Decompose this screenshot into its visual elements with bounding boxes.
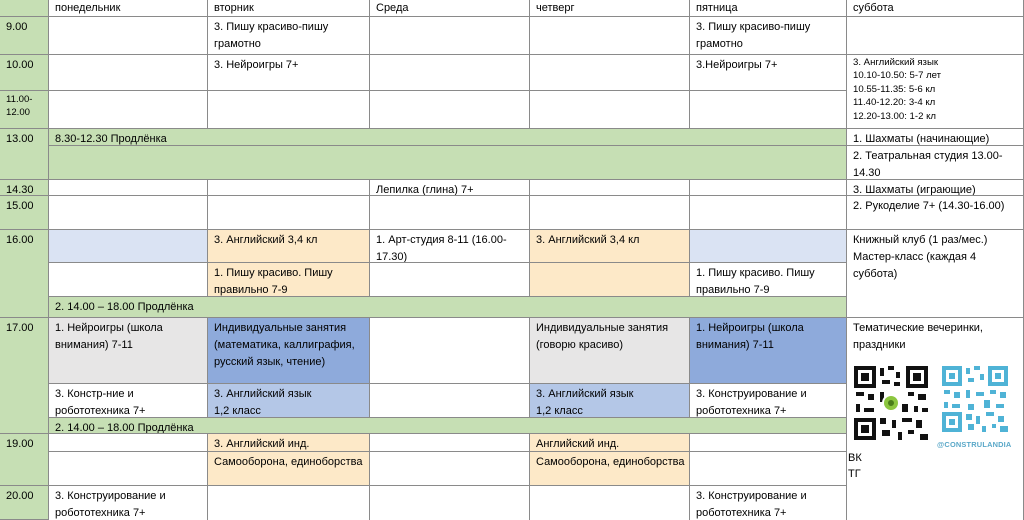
mon-1100 (49, 91, 208, 129)
mon-1000 (49, 55, 208, 91)
sat-0900 (847, 17, 1024, 55)
fri-2000-construct: 3. Конструирование и робототехника 7+ (690, 486, 847, 520)
social-links (848, 450, 862, 482)
sat-theatre: 2. Театральная студия 13.00-14.30 (847, 146, 1024, 180)
vk-link[interactable]: ВК (848, 452, 862, 464)
fri-1600-write: 1. Пишу красиво. Пишу правильно 7-9 (690, 263, 847, 297)
wed-0900 (370, 17, 530, 55)
mon-1600-a (49, 230, 208, 263)
thu-0900 (530, 17, 690, 55)
mon-1600-b (49, 263, 208, 297)
fri-1100 (690, 91, 847, 129)
wed-1900-a (370, 434, 530, 452)
qr-code-vk[interactable] (852, 364, 930, 442)
thu-1600-b (530, 263, 690, 297)
tue-2000 (208, 486, 370, 520)
thu-1000 (530, 55, 690, 91)
sat-evenings: Тематические вечеринки, праздники (847, 318, 1024, 520)
sat-bookclub: Книжный клуб (1 раз/мес.) Мастер-класс (каждая 4 суббота) (847, 230, 1024, 318)
mon-1700-neuro: 1. Нейроигры (школа внимания) 7-11 (49, 318, 208, 384)
fri-1500 (690, 196, 847, 230)
thu-1500 (530, 196, 690, 230)
time-1300: 13.00 (0, 129, 49, 180)
thu-1900-english: Английский инд. (530, 434, 690, 452)
sat-chess-playing: 3. Шахматы (играющие) (847, 180, 1024, 196)
thu-1430 (530, 180, 690, 196)
mon-0900 (49, 17, 208, 55)
time-2000: 20.00 (0, 486, 49, 520)
qr-caption: @CONSTRULANDIA (937, 440, 1012, 449)
wed-1700-b (370, 384, 530, 418)
fri-1900-b (690, 452, 847, 486)
thu-1600-english: 3. Английский 3,4 кл (530, 230, 690, 263)
header-tuesday: вторник (208, 0, 370, 17)
qr-code-tg[interactable] (940, 364, 1010, 434)
tg-link[interactable]: ТГ (848, 468, 861, 480)
wed-1600-art: 1. Арт-студия 8-11 (16.00-17.30) (370, 230, 530, 263)
prodlenka-row-1: 8.30-12.30 Продлёнка (49, 129, 847, 146)
sat-english: 3. Английский язык 10.10-10.50: 5-7 лет 10.55-11.35: 5-6 кл 11.40-12.20: 3-4 кл 12.20-13.00: 1-2 кл (847, 55, 1024, 129)
mon-1900-b (49, 452, 208, 486)
mon-2000-construct: 3. Конструирование и робототехника 7+ (49, 486, 208, 520)
time-1900: 19.00 (0, 434, 49, 486)
mon-1900-a (49, 434, 208, 452)
tue-1430 (208, 180, 370, 196)
thu-1700-english: 3. Английский язык 1,2 класс (530, 384, 690, 418)
tue-1700-english: 3. Английский язык 1,2 класс (208, 384, 370, 418)
header-thursday: четверг (530, 0, 690, 17)
tue-1600-write: 1. Пишу красиво. Пишу правильно 7-9 (208, 263, 370, 297)
wed-1000 (370, 55, 530, 91)
header-saturday: суббота (847, 0, 1024, 17)
wed-1500 (370, 196, 530, 230)
time-1500: 15.00 (0, 196, 49, 230)
thu-1700-individual: Индивидуальные занятия (говорю красиво) (530, 318, 690, 384)
wed-1100 (370, 91, 530, 129)
wed-2000 (370, 486, 530, 520)
time-1700: 17.00 (0, 318, 49, 434)
mon-1500 (49, 196, 208, 230)
green-band-1300 (49, 146, 847, 180)
tue-1700-individual: Индивидуальные занятия (математика, каллиграфия, русский язык, чтение) (208, 318, 370, 384)
prodlenka-row-2: 2. 14.00 – 18.00 Продлёнка (49, 297, 847, 318)
corner-cell (0, 0, 49, 17)
prodlenka-row-3: 2. 14.00 – 18.00 Продлёнка (49, 418, 847, 434)
header-monday: понедельник (49, 0, 208, 17)
tue-1000: 3. Нейроигры 7+ (208, 55, 370, 91)
fri-1600-a (690, 230, 847, 263)
header-wednesday: Среда (370, 0, 530, 17)
tue-1500 (208, 196, 370, 230)
time-1000: 10.00 (0, 55, 49, 91)
thu-1100 (530, 91, 690, 129)
fri-1700-construct: 3. Конструирование и робототехника 7+ (690, 384, 847, 418)
tue-0900: 3. Пишу красиво-пишу грамотно (208, 17, 370, 55)
sat-chess-beginner: 1. Шахматы (начинающие) (847, 129, 1024, 146)
sat-needlework: 2. Рукоделие 7+ (14.30-16.00) (847, 196, 1024, 230)
tue-1100 (208, 91, 370, 129)
fri-1900-a (690, 434, 847, 452)
time-0900: 9.00 (0, 17, 49, 55)
wed-1700-a (370, 318, 530, 384)
time-1600: 16.00 (0, 230, 49, 318)
fri-1430 (690, 180, 847, 196)
header-friday: пятница (690, 0, 847, 17)
fri-1000: 3.Нейроигры 7+ (690, 55, 847, 91)
tue-1900-english: 3. Английский инд. (208, 434, 370, 452)
thu-1900-defense: Самооборона, единоборства (530, 452, 690, 486)
thu-2000 (530, 486, 690, 520)
wed-1430-label: Лепилка (глина) 7+ (376, 184, 474, 196)
wed-1600-b (370, 263, 530, 297)
time-1100: 11.00- 12.00 (0, 91, 49, 129)
tue-1900-defense: Самооборона, единоборства (208, 452, 370, 486)
time-1430: 14.30 (0, 180, 49, 196)
wed-1900-b (370, 452, 530, 486)
fri-0900: 3. Пишу красиво-пишу грамотно (690, 17, 847, 55)
tue-1600-english: 3. Английский 3,4 кл (208, 230, 370, 263)
fri-1700-neuro: 1. Нейроигры (школа внимания) 7-11 (690, 318, 847, 384)
wed-1430 (370, 180, 530, 196)
mon-1700-construct: 3. Констр-ние и робототехника 7+ (49, 384, 208, 418)
mon-1430 (49, 180, 208, 196)
